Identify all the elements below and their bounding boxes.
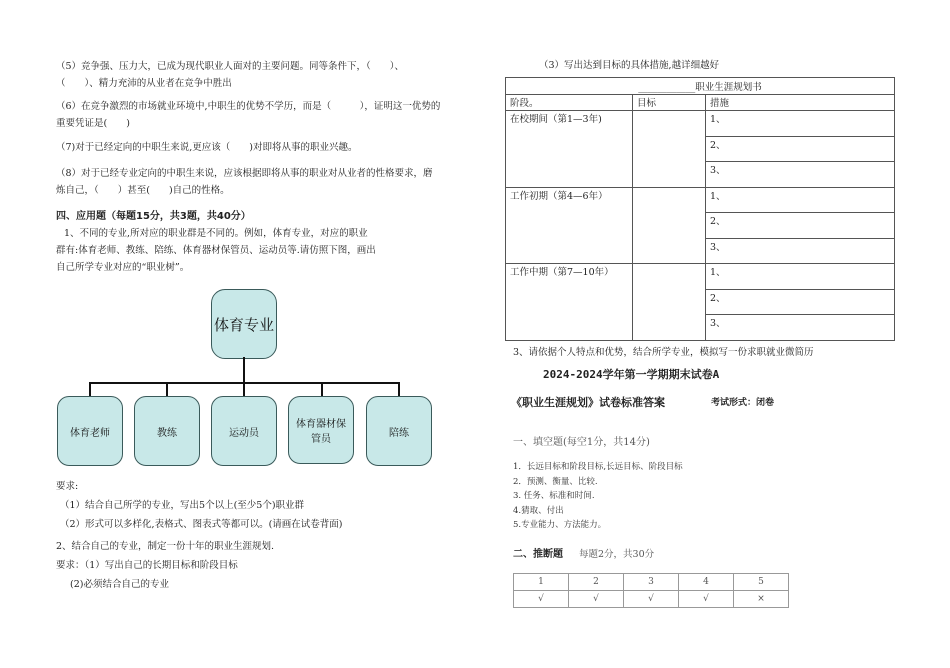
judge-number: 2 [569, 574, 624, 591]
judge-number: 4 [679, 574, 734, 591]
question-5: （5）竞争强、压力大，已成为现代职业人面对的主要问题。同等条件下，（ ）、（ ）、精力充沛的从业者在竞争中胜出 [56, 61, 405, 89]
judge-mark: × [734, 591, 789, 608]
header-stage: 阶段。 [506, 95, 633, 111]
judge-number: 1 [514, 574, 569, 591]
header-goal: 目标 [633, 95, 706, 111]
measure-cell[interactable]: 3、 [706, 315, 895, 341]
requirement-2: （2）形式可以多样化,表格式、图表式等都可以。(请画在试卷背面) [60, 519, 343, 530]
answer-title: 《职业生涯规划》试卷标准答案 [511, 396, 665, 409]
measure-cell[interactable]: 1、 [706, 111, 895, 137]
judge-answer-table [513, 573, 789, 608]
measure-cell[interactable]: 1、 [706, 187, 895, 213]
question-8: （8）对于已经专业定向的中职生来说，应该根据即将从事的职业对从业者的性格要求，磨炼自己，（ ）甚至( )自己的性格。 [56, 168, 433, 196]
judge-mark: √ [514, 591, 569, 608]
section-4-heading: 四、应用题（每题15分，共3题，共40分） [56, 211, 251, 222]
judge-number: 3 [624, 574, 679, 591]
tree-child-node: 运动员 [211, 396, 277, 466]
judge-heading: 二、推断题 [513, 549, 563, 560]
tree-child-node: 教练 [134, 396, 200, 466]
requirement-a: 要求：（1）写出自己的长期目标和阶段目标 [56, 560, 238, 571]
stage-goal-cell[interactable] [633, 111, 706, 188]
judge-mark: √ [569, 591, 624, 608]
tree-branch-stem-1 [89, 382, 91, 396]
answer-item: 2．预测、衡量、比较. [513, 476, 598, 487]
exam-title: 2024-2024学年第一学期期末试卷A [543, 368, 720, 381]
requirement-1: （1）结合自己所学的专业，写出5个以上(至少5个)职业群 [60, 500, 305, 511]
judge-mark: √ [624, 591, 679, 608]
answer-item: 4.猜取、付出 [513, 505, 564, 516]
answer-item: 1．长远目标和阶段目标,长远目标、阶段目标 [513, 462, 683, 472]
measure-cell[interactable]: 2、 [706, 289, 895, 315]
measure-cell[interactable]: 3、 [706, 238, 895, 264]
requirement-b: (2)必须结合自己的专业 [70, 579, 169, 590]
judge-number: 5 [734, 574, 789, 591]
tree-branch-stem-4 [321, 382, 323, 396]
stage-name: 在校期间（第1—3年) [506, 111, 633, 188]
tree-child-node: 体育老师 [57, 396, 123, 466]
tree-child-node: 体育器材保管员 [288, 396, 354, 464]
exam-form: 考试形式：闭卷 [711, 398, 775, 408]
application-2: 2、结合自己的专业，制定一份十年的职业生涯规划. [56, 541, 275, 552]
measure-cell[interactable]: 2、 [706, 136, 895, 162]
fill-in-heading: 一、填空题(每空1分，共14分) [513, 437, 650, 448]
tree-branch-stem-3 [243, 382, 245, 396]
tree-child-node: 陪练 [366, 396, 432, 466]
question-7: （7)对于已经定向的中职生来说,更应该（ )对即将从事的职业兴趣。 [56, 142, 358, 153]
career-plan-table [505, 77, 895, 341]
requirements-label: 要求: [56, 481, 79, 492]
tree-root-node: 体育专业 [211, 289, 277, 359]
measure-cell[interactable]: 3、 [706, 162, 895, 188]
answers-list [513, 460, 683, 533]
question-6: （6）在竞争激烈的市场就业环境中,中职生的优势不学历，而是（ ），证明这一优势的重要凭证是( ) [56, 101, 441, 129]
application-3: 3、请依据个人特点和优势，结合所学专业，模拟写一份求职就业微简历 [513, 347, 814, 358]
judge-mark: √ [679, 591, 734, 608]
header-measures: 措施 [706, 95, 895, 111]
tree-branch-stem-5 [398, 382, 400, 396]
application-1: 1、不同的专业,所对应的职业群是不同的。例如，体育专业，对应的职业群有:体育老师、教练、陪练、体育器材保管员、运动员等.请仿照下图，画出自己所学专业对应的“职业树”。 [56, 228, 376, 273]
stage-name: 工作初期（第4—6年） [506, 187, 633, 264]
stage-goal-cell[interactable] [633, 187, 706, 264]
stage-name: 工作中期（第7—10年） [506, 264, 633, 341]
measure-cell[interactable]: 2、 [706, 213, 895, 239]
stage-goal-cell[interactable] [633, 264, 706, 341]
answer-item: 5.专业能力、方法能力。 [513, 520, 607, 530]
requirement-3: （3）写出达到目标的具体措施,越详细越好 [539, 60, 720, 71]
tree-root-stem [243, 357, 245, 383]
answer-item: 3. 任务、标准和时间. [513, 491, 595, 501]
measure-cell[interactable]: 1、 [706, 264, 895, 290]
tree-branch-stem-2 [166, 382, 168, 396]
judge-score: 每题2分，共30分 [579, 549, 655, 560]
plan-table-title: ____________职业生涯规划书 [506, 78, 895, 95]
